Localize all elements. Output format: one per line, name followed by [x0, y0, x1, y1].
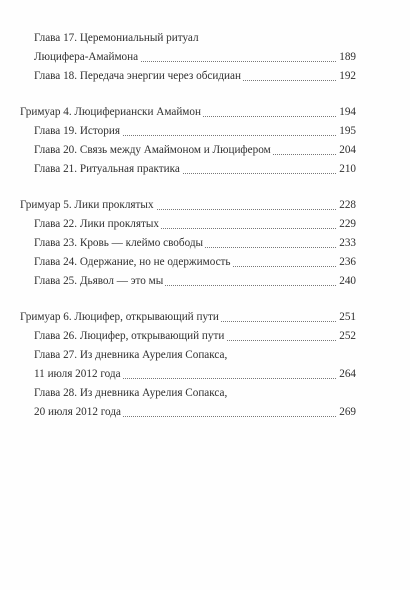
- toc-chapter-entry: [20, 384, 356, 403]
- toc-entry-title: Глава 27. Из дневника Аурелия Сопакса,: [34, 349, 228, 361]
- toc-group-4: [20, 308, 356, 422]
- toc-chapter-entry: [20, 346, 356, 365]
- toc-entry-title: Глава 19. История: [34, 125, 120, 137]
- toc-entry-title: Глава 28. Из дневника Аурелия Сопакса,: [34, 387, 228, 399]
- toc-entry-title: Гримуар 6. Люцифер, открывающий пути: [20, 311, 219, 323]
- toc-page-number: 189: [336, 48, 356, 67]
- toc-chapter-entry: [20, 403, 356, 422]
- toc-grimoire-entry: [20, 103, 356, 122]
- toc-entry-title: Глава 21. Ритуальная практика: [34, 163, 180, 175]
- toc-entry-title: Глава 23. Кровь — клеймо свободы: [34, 237, 204, 249]
- toc-entry-title: Глава 20. Связь между Амаймоном и Люцифером: [34, 144, 271, 156]
- toc-chapter-entry: [20, 327, 356, 346]
- toc-chapter-entry: [20, 122, 356, 141]
- toc-page-number: 233: [336, 234, 356, 253]
- group-spacer: [20, 86, 356, 103]
- group-spacer: [20, 179, 356, 196]
- toc-entry-title: Глава 18. Передача энергии через обсидиан: [34, 70, 241, 82]
- toc-chapter-entry: [20, 215, 356, 234]
- toc-chapter-entry: [20, 67, 356, 86]
- toc-page-number: 228: [336, 196, 356, 215]
- toc-chapter-entry: [20, 272, 356, 291]
- toc-grimoire-entry: [20, 308, 356, 327]
- toc-group-2: [20, 103, 356, 179]
- toc-chapter-entry: [20, 365, 356, 384]
- toc-entry-title: 11 июля 2012 года: [34, 368, 121, 380]
- toc-entry-title: Глава 17. Церемониальный ритуал: [34, 32, 199, 44]
- toc-chapter-entry: [20, 253, 356, 272]
- toc-entry-title: Глава 25. Дьявол — это мы: [34, 275, 164, 287]
- toc-page-number: 229: [336, 215, 356, 234]
- toc-page-number: 240: [336, 272, 356, 291]
- toc-page-number: 251: [336, 308, 356, 327]
- group-spacer: [20, 291, 356, 308]
- toc-chapter-entry: [20, 48, 356, 67]
- toc-group-3: [20, 196, 356, 291]
- toc-entry-title: Люциферa-Амаймона: [34, 51, 139, 63]
- table-of-contents: [20, 29, 356, 422]
- toc-chapter-entry: [20, 234, 356, 253]
- toc-chapter-entry: [20, 29, 356, 48]
- toc-page-number: 192: [336, 67, 356, 86]
- toc-page-number: 195: [336, 122, 356, 141]
- toc-chapter-entry: [20, 160, 356, 179]
- toc-entry-title: Глава 22. Лики проклятых: [34, 218, 159, 230]
- toc-page-number: 236: [336, 253, 356, 272]
- toc-entry-title: Гримуар 5. Лики проклятых: [20, 199, 154, 211]
- toc-group-1: [20, 29, 356, 86]
- toc-page-number: 194: [336, 103, 356, 122]
- toc-page-number: 210: [336, 160, 356, 179]
- toc-page-number: 269: [336, 403, 356, 422]
- toc-entry-title: Гримуар 4. Люцифериански Амаймон: [20, 106, 201, 118]
- toc-grimoire-entry: [20, 196, 356, 215]
- toc-page-number: 264: [336, 365, 356, 384]
- toc-page-number: 204: [336, 141, 356, 160]
- toc-entry-title: Глава 24. Одержание, но не одержимость: [34, 256, 231, 268]
- toc-entry-title: Глава 26. Люцифер, открывающий пути: [34, 330, 225, 342]
- toc-chapter-entry: [20, 141, 356, 160]
- toc-page-number: 252: [336, 327, 356, 346]
- toc-entry-title: 20 июля 2012 года: [34, 406, 121, 418]
